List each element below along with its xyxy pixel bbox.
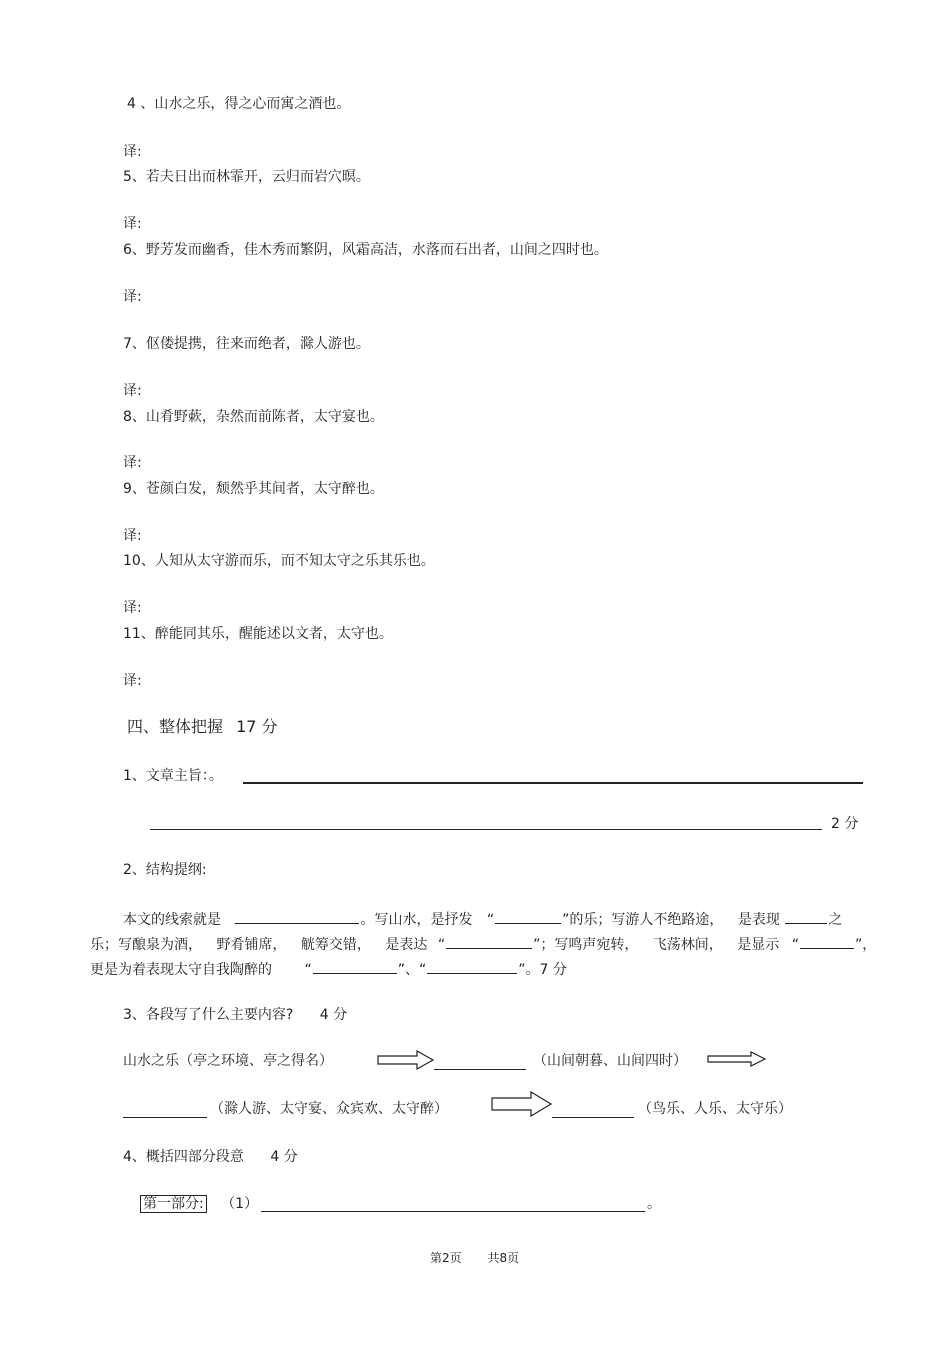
q3-blank-4[interactable] — [552, 1117, 634, 1118]
q2-l1-b: 。写山水，是抒发 — [360, 912, 473, 928]
q2-l2-j: ”， — [854, 937, 877, 953]
translation-label-6: 译: — [123, 289, 142, 305]
q3-label-text: 3、各段写了什么主要内容? — [123, 1007, 294, 1023]
q2-l3-a: 更是为着表现太守自我陶醉的 — [90, 962, 272, 978]
question-10: 10、人知从太守游而乐，而不知太守之乐其乐也。 — [123, 553, 435, 569]
translation-label-10: 译: — [123, 600, 142, 616]
question-8: 8、山肴野蔌，杂然而前陈者，太守宴也。 — [123, 409, 384, 425]
translation-label-11: 译: — [123, 673, 142, 689]
q2-l2-c: 觥筹交错， — [300, 937, 371, 953]
q2-l1-c: “ — [486, 912, 495, 928]
blank-joy-3[interactable] — [446, 933, 532, 949]
q1-label — [123, 767, 223, 785]
arrow-right-icon — [491, 1091, 553, 1117]
q3-row-2-start: （滁人游、太守宴、众宾欢、太守醉） — [210, 1101, 448, 1117]
q3-blank-2[interactable] — [434, 1069, 526, 1070]
q1-answer-line-2[interactable] — [150, 829, 822, 830]
translation-label-5: 译: — [123, 216, 142, 232]
blank-clue[interactable] — [235, 908, 359, 924]
question-5: 5、若夫日出而林霏开，云归而岩穴暝。 — [123, 169, 370, 185]
q2-l2-a: 乐；写酿泉为酒， — [90, 937, 202, 953]
q3-row-1-end: （山间朝暮、山间四时） — [533, 1053, 687, 1069]
blank-joy-4[interactable] — [800, 933, 854, 949]
translation-label-9: 译: — [123, 528, 142, 544]
blank-joy-2[interactable] — [785, 908, 827, 924]
q4-points: 4 分 — [270, 1149, 298, 1165]
q1-label-text: 1、文章主旨： — [123, 768, 209, 784]
q3-points: 4 分 — [319, 1007, 348, 1023]
q2-line-1 — [123, 908, 842, 929]
q2-l1-a: 本文的线索就是 — [123, 912, 221, 928]
blank-feeling-2[interactable] — [427, 958, 517, 974]
q4-label-text: 4、概括四部分段意 — [123, 1149, 244, 1165]
question-11: 11、醉能同其乐，醒能述以文者，太守也。 — [123, 626, 393, 642]
q3-label — [123, 1006, 347, 1024]
q4-end: 。 — [647, 1196, 661, 1212]
q2-l3-c: ”、“ — [397, 962, 427, 978]
q2-l2-i: “ — [791, 937, 799, 953]
arrow-right-icon — [377, 1049, 435, 1071]
q4-num: （1） — [221, 1196, 259, 1212]
q2-l2-g: 飞荡林间， — [652, 937, 723, 953]
question-9: 9、苍颜白发，颓然乎其间者，太守醉也。 — [123, 481, 384, 497]
q2-l2-h: 是显示 — [737, 937, 780, 953]
q2-l2-f: ”；写鸣声宛转， — [533, 937, 639, 953]
q3-row-1-start: 山水之乐（亭之环境、亭之得名） — [123, 1053, 333, 1069]
q1-dot: 。 — [208, 768, 223, 784]
q2-l3-b: “ — [304, 962, 312, 978]
q2-l3-d: ”。7 分 — [518, 962, 567, 978]
arrow-right-icon — [707, 1050, 767, 1068]
blank-feeling-1[interactable] — [313, 958, 397, 974]
q2-line-2 — [90, 933, 876, 954]
section-points: 17 分 — [236, 717, 278, 736]
page-footer — [430, 1249, 519, 1267]
question-7: 7、伛偻提携，往来而绝者，滁人游也。 — [123, 336, 370, 352]
q4-part-1 — [140, 1195, 258, 1213]
q2-l1-d: ”的乐；写游人不绝路途， — [562, 912, 724, 928]
page-total: 共8页 — [487, 1251, 520, 1265]
q2-line-3 — [90, 958, 567, 979]
blank-joy-1[interactable] — [495, 908, 561, 924]
q2-l1-f: 之 — [828, 912, 843, 928]
q2-label: 2、结构提纲: — [123, 862, 207, 878]
question-4: 4 、山水之乐，得之心而寓之酒也。 — [127, 96, 351, 112]
q1-answer-line-1[interactable] — [243, 782, 863, 784]
q2-l2-d: 是表达 — [385, 937, 428, 953]
section-heading — [127, 718, 278, 736]
q3-row-2-end: （鸟乐、人乐、太守乐） — [638, 1101, 792, 1117]
translation-label-7: 译: — [123, 383, 142, 399]
part-1-box: 第一部分: — [140, 1195, 207, 1213]
q4-label — [123, 1148, 298, 1166]
q4-answer-line[interactable] — [261, 1211, 645, 1212]
q2-l2-b: 野肴铺席， — [216, 937, 287, 953]
question-6: 6、野芳发而幽香，佳木秀而繁阴，风霜高洁，水落而石出者，山间之四时也。 — [123, 242, 608, 258]
q2-l1-e: 是表现 — [737, 912, 780, 928]
q1-score: 2 分 — [831, 816, 859, 832]
q2-l2-e: “ — [437, 937, 446, 953]
q3-blank-3[interactable] — [123, 1117, 207, 1118]
translation-label-4: 译: — [123, 144, 142, 160]
translation-label-8: 译: — [123, 455, 142, 471]
section-title: 四、整体把握 — [127, 717, 224, 736]
page-number: 第2页 — [430, 1251, 462, 1265]
